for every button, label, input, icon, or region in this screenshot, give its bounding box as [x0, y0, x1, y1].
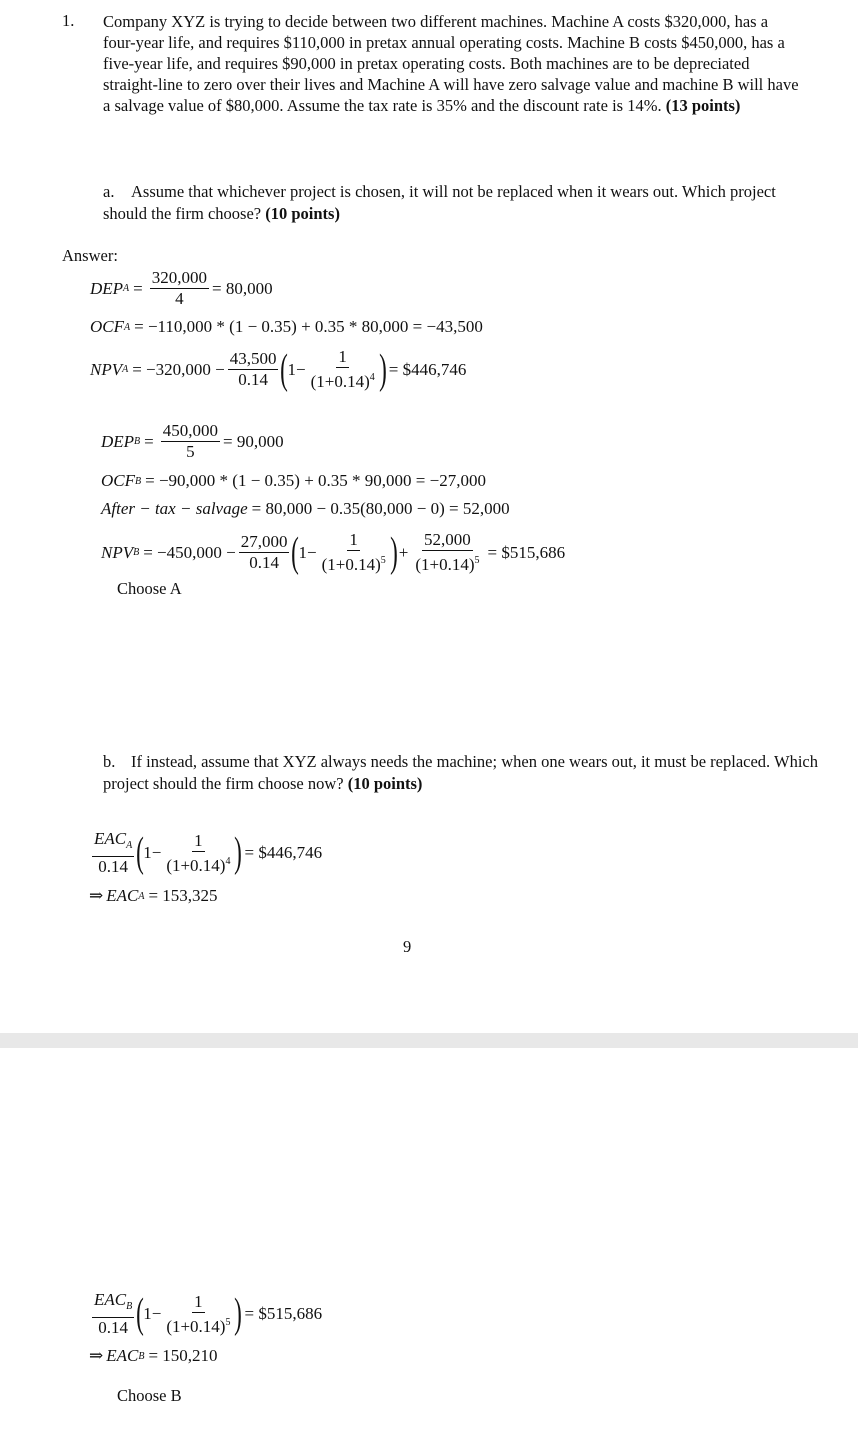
discount-base: (1+0.14) — [166, 1316, 226, 1336]
part-b-points: (10 points) — [347, 774, 423, 793]
fraction-denominator: 0.14 — [98, 857, 128, 876]
implies-arrow: ⇒ — [89, 1346, 104, 1365]
part-a-text: Assume that whichever project is chosen, it will not be replaced when it wears out. Which project should the firm choose? — [103, 182, 776, 223]
after-tax-salvage-expression: = 80,000 − 0.35(80,000 − 0) = 52,000 — [251, 499, 510, 518]
fraction-numerator: 52,000 — [424, 530, 471, 549]
question-number: 1. — [62, 11, 75, 30]
right-paren: ) — [234, 1291, 243, 1337]
equation-ocf-a — [90, 317, 483, 337]
question-text — [103, 11, 803, 116]
fraction-numerator: 450,000 — [162, 421, 218, 440]
fraction-numerator: 1 — [194, 830, 203, 850]
eac-symbol: EAC — [106, 886, 139, 905]
dep-b-result: = 90,000 — [223, 431, 284, 451]
fraction-discount — [309, 347, 377, 392]
npv-symbol: NPV — [101, 542, 134, 562]
eac-symbol: EAC — [94, 1290, 127, 1309]
fraction-numerator: 1 — [194, 1291, 203, 1311]
eac-b-pv: = $515,686 — [244, 1304, 323, 1323]
right-paren: ) — [234, 830, 243, 876]
equals-sign: = — [144, 431, 154, 451]
equation-ocf-b — [101, 471, 486, 491]
part-a-prompt — [103, 181, 823, 225]
question-body: Company XYZ is trying to decide between two different machines. Machine A costs $320,000, has a four-year life, and requires $110,000 in pretax annual operating costs. Machine B costs $450,000, has a five-year life, and requires $90,000 in pretax operating costs. Both machines are to be depreciated straight-line to zero over their lives and Machine A will have zero salvage value and machine B will have a salvage value of $80,000. Assume the tax rate is 35% and the discount rate is 14%. — [103, 12, 799, 115]
npv-b-lead: = −450,000 − — [143, 542, 236, 562]
right-paren: ) — [389, 529, 398, 576]
exponent: 5 — [380, 555, 386, 566]
fraction-denominator — [309, 368, 377, 392]
one-minus: 1− — [143, 843, 162, 862]
fraction-numerator: 43,500 — [229, 349, 277, 368]
fraction-denominator: 4 — [175, 289, 184, 308]
fraction-numerator: 1 — [349, 530, 358, 549]
subscript-b: B — [138, 1350, 145, 1362]
equation-eac-b — [89, 1290, 322, 1338]
page-number: 9 — [403, 937, 412, 956]
dep-symbol: DEP — [90, 278, 124, 298]
discount-base: (1+0.14) — [415, 555, 475, 574]
fraction-denominator — [320, 551, 388, 575]
part-a-points: (10 points) — [265, 204, 340, 223]
npv-b-result: = $515,686 — [487, 542, 566, 562]
eac-a-value: = 153,325 — [148, 886, 218, 905]
one-minus: 1− — [298, 542, 317, 562]
exponent: 5 — [225, 1316, 231, 1328]
right-paren: ) — [378, 346, 387, 393]
fraction-dep-b — [161, 421, 220, 462]
question-points: (13 points) — [665, 96, 741, 115]
part-b-text: If instead, assume that XYZ always needs the machine; when one wears out, it must be replaced. Which project should the firm choose now? — [103, 752, 818, 793]
subscript-a: A — [138, 890, 145, 902]
part-b-label: b. — [103, 752, 116, 771]
equation-eac-a-result — [89, 886, 218, 906]
equation-dep-a — [90, 268, 273, 309]
npv-symbol: NPV — [90, 359, 123, 379]
subscript-b: B — [133, 547, 140, 558]
subscript-a: A — [126, 840, 133, 851]
fraction-ocf-over-rate — [228, 349, 279, 390]
fraction-denominator: 0.14 — [238, 370, 268, 389]
fraction-eac-over-rate — [92, 1290, 134, 1338]
fraction-ocf-over-rate — [239, 532, 290, 573]
equals-sign: = — [133, 278, 143, 298]
answer-label: Answer: — [62, 246, 118, 265]
after-tax-salvage-symbol: After − tax − salvage — [101, 499, 248, 518]
eac-symbol: EAC — [106, 1346, 139, 1365]
ocf-a-expression: = −110,000 * (1 − 0.35) + 0.35 * 80,000 = −43,500 — [134, 317, 483, 336]
ocf-symbol: OCF — [101, 471, 135, 490]
fraction-numerator: 320,000 — [151, 268, 207, 287]
fraction-numerator — [92, 829, 134, 857]
subscript-b: B — [134, 436, 141, 447]
equation-npv-b — [101, 530, 565, 575]
fraction-discount — [320, 530, 388, 575]
fraction-denominator: 0.14 — [98, 1318, 128, 1337]
subscript-b: B — [135, 475, 142, 487]
subscript-b: B — [126, 1301, 133, 1312]
npv-a-result: = $446,746 — [388, 359, 467, 379]
subscript-a: A — [123, 283, 130, 294]
fraction-discount — [164, 831, 232, 876]
equation-eac-b-result — [89, 1346, 218, 1366]
left-paren: ( — [136, 1291, 145, 1337]
subscript-a: A — [124, 321, 131, 333]
fraction-numerator — [92, 1290, 134, 1318]
fraction-numerator: 27,000 — [240, 532, 288, 551]
equation-eac-a — [89, 829, 322, 877]
fraction-denominator — [164, 852, 232, 876]
equation-after-tax-salvage — [101, 499, 510, 519]
eac-b-value: = 150,210 — [148, 1346, 218, 1365]
equation-dep-b — [101, 421, 284, 462]
page-break — [0, 1033, 858, 1048]
plus-sign: + — [398, 542, 409, 562]
fraction-denominator: 0.14 — [249, 553, 279, 572]
fraction-dep-a — [150, 268, 209, 309]
exponent: 5 — [474, 555, 480, 566]
left-paren: ( — [280, 346, 289, 393]
ocf-symbol: OCF — [90, 317, 124, 336]
exponent: 4 — [225, 855, 231, 867]
fraction-denominator: 5 — [186, 442, 195, 461]
fraction-discount — [164, 1292, 232, 1337]
one-minus: 1− — [143, 1304, 162, 1323]
fraction-eac-over-rate — [92, 829, 134, 877]
fraction-denominator — [164, 1313, 232, 1337]
dep-symbol: DEP — [101, 431, 135, 451]
part-b-prompt — [103, 751, 823, 795]
fraction-salvage — [413, 530, 481, 575]
equation-npv-a — [90, 347, 466, 392]
implies-arrow: ⇒ — [89, 886, 104, 905]
npv-a-lead: = −320,000 − — [132, 359, 225, 379]
dep-a-result: = 80,000 — [212, 278, 273, 298]
choose-a-text: Choose A — [117, 579, 182, 598]
fraction-numerator: 1 — [338, 347, 347, 366]
eac-symbol: EAC — [94, 829, 127, 848]
discount-base: (1+0.14) — [321, 555, 381, 574]
subscript-a: A — [122, 364, 129, 375]
discount-base: (1+0.14) — [310, 372, 370, 391]
fraction-denominator — [413, 551, 481, 575]
left-paren: ( — [291, 529, 300, 576]
one-minus: 1− — [287, 359, 306, 379]
choose-b-text: Choose B — [117, 1386, 182, 1405]
exponent: 4 — [369, 372, 375, 383]
part-a-label: a. — [103, 182, 115, 201]
left-paren: ( — [136, 830, 145, 876]
eac-a-pv: = $446,746 — [244, 843, 323, 862]
discount-base: (1+0.14) — [166, 855, 226, 875]
ocf-b-expression: = −90,000 * (1 − 0.35) + 0.35 * 90,000 = −27,000 — [145, 471, 486, 490]
